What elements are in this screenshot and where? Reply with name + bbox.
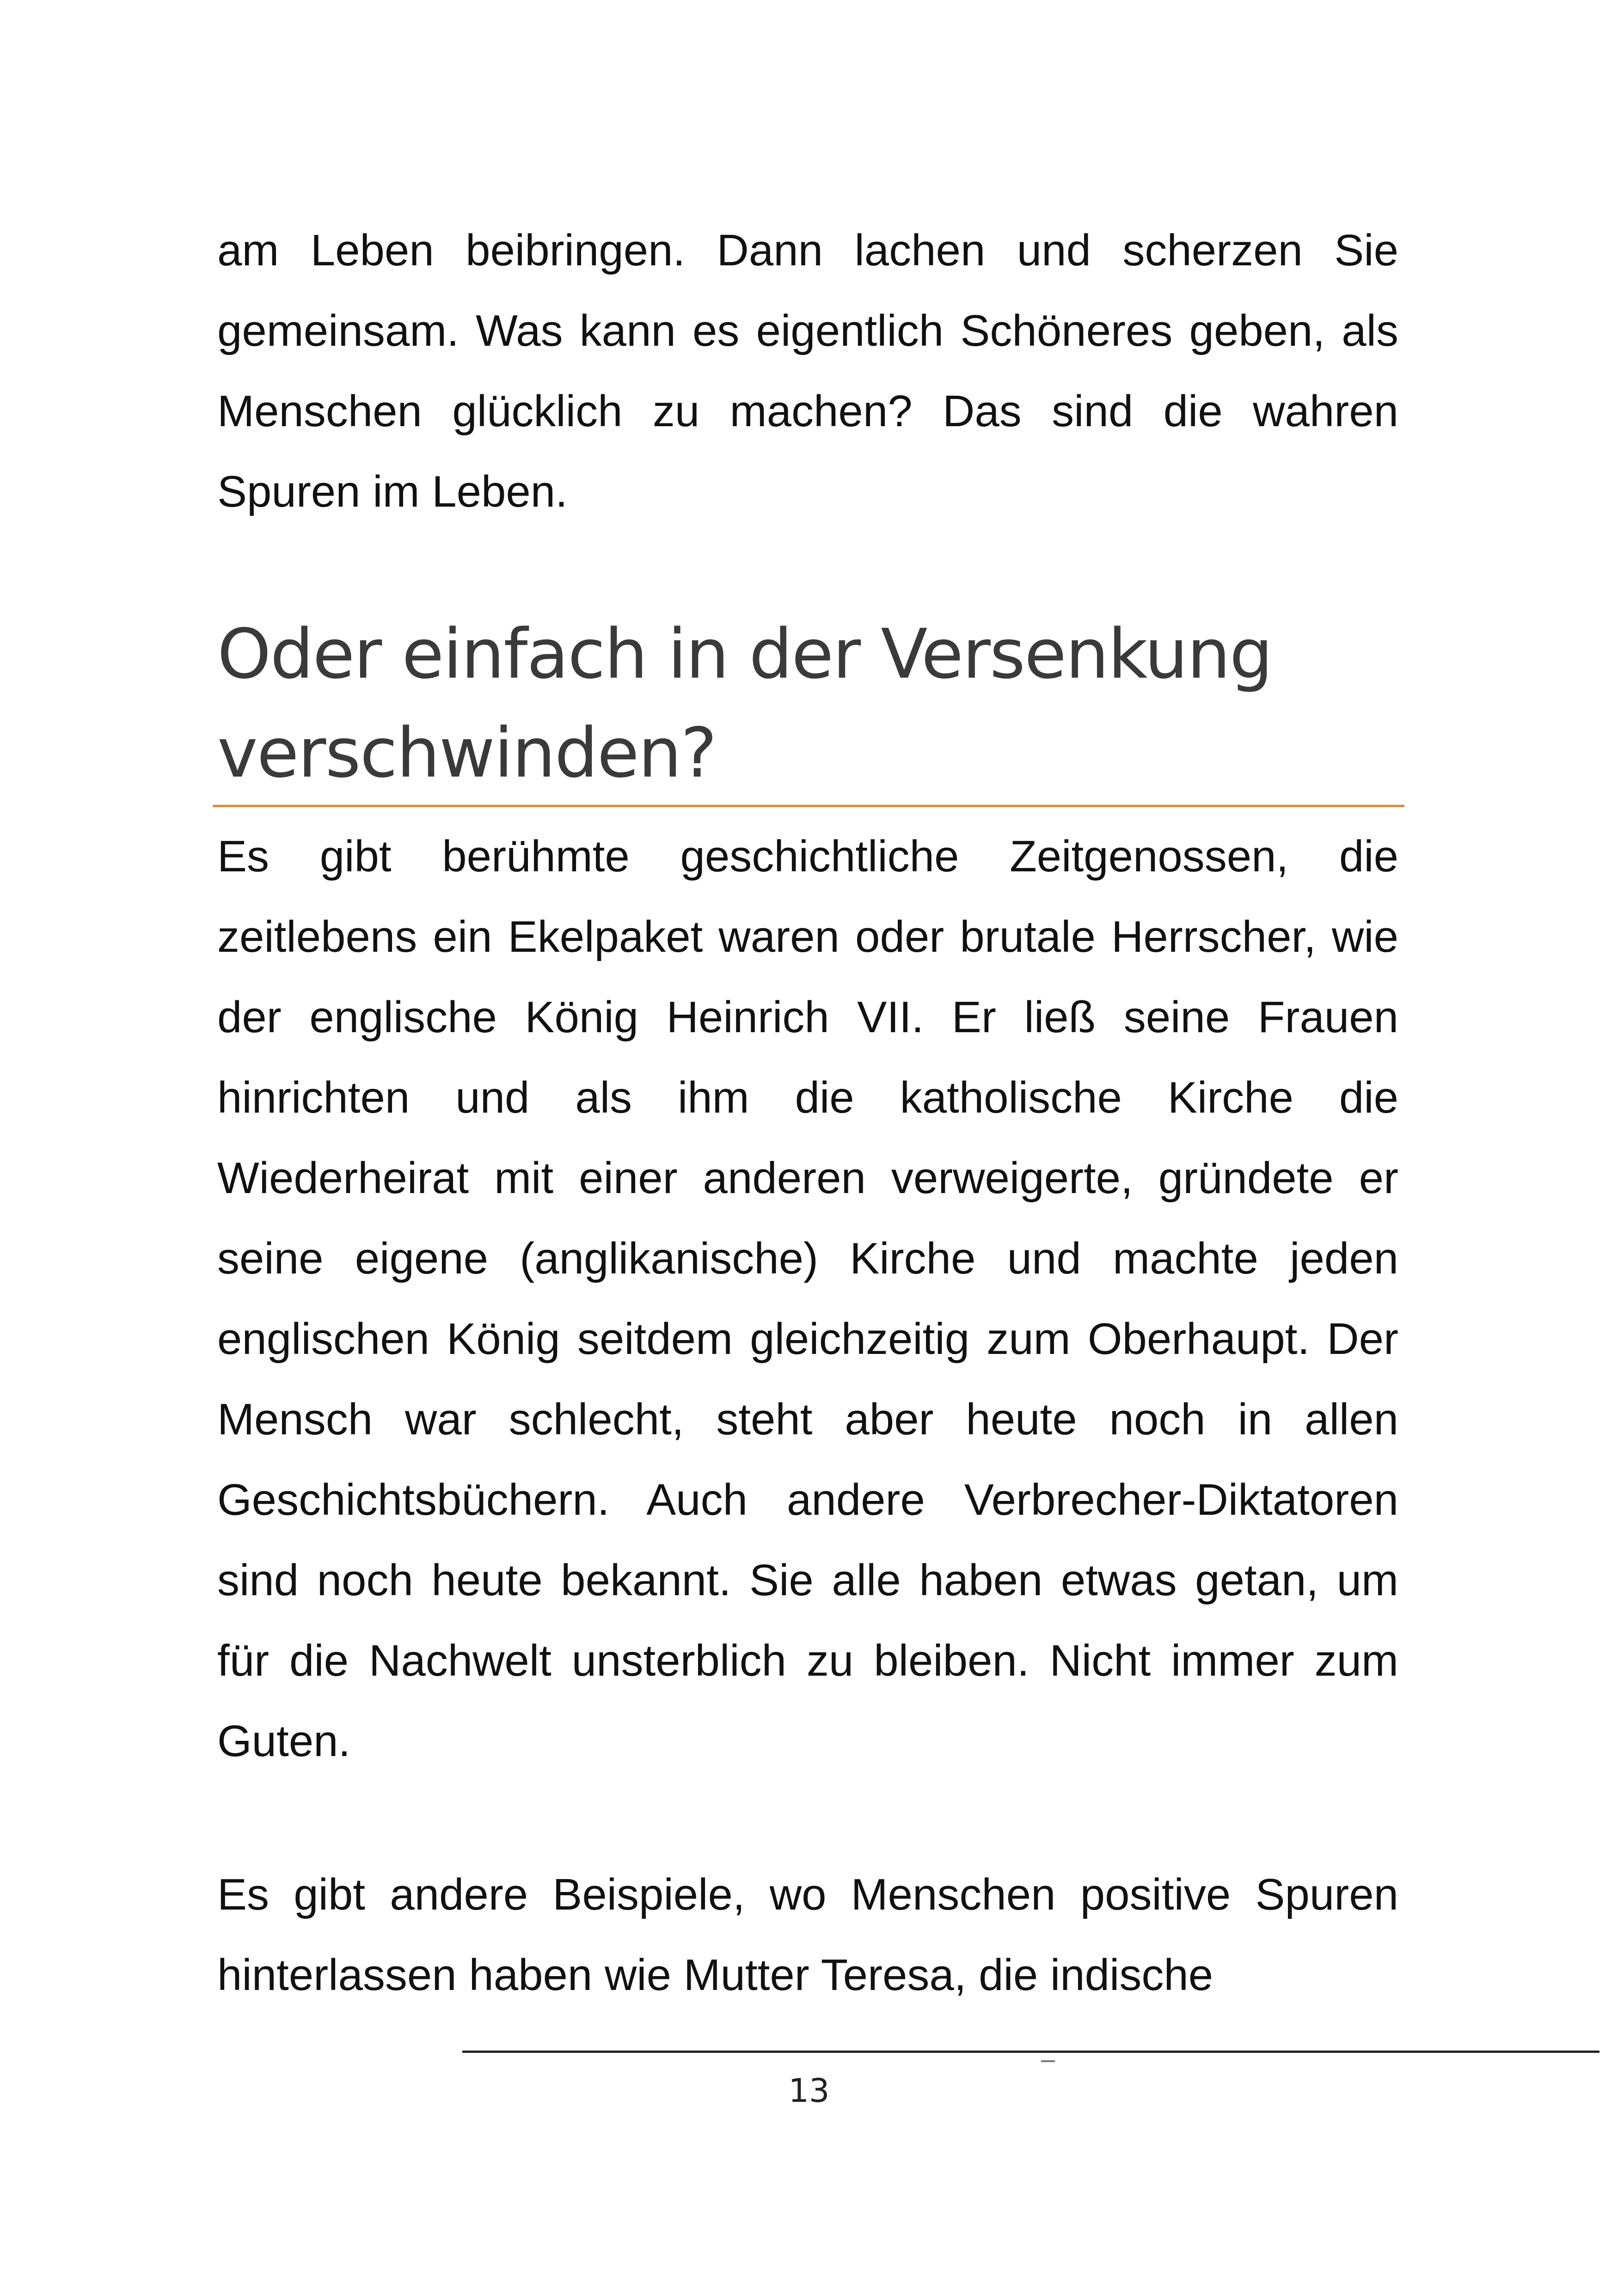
body-paragraph-truncated: Es gibt andere Beispiele, wo Menschen positive Spuren hinterlassen haben wie Mutter Teresa, die indische bbox=[217, 1870, 1398, 2000]
heading-underline-divider bbox=[213, 805, 1404, 807]
footer-divider bbox=[462, 2051, 1600, 2053]
body-paragraph: Es gibt berühmte geschichtliche Zeitgenossen, die zeitlebens ein Ekelpaket waren oder brutale Herrscher, wie der englische König Heinrich VII. Er ließ seine Frauen hinrichten und als ihm die katholische Kirche die Wiederheirat mit einer anderen verweigerte, gründete er seine eigene (anglikanische) Kirche und machte jeden englischen König seitdem gleichzeitig zum Oberhaupt. Der Mensch war schlecht, steht aber heute noch in allen Geschichtsbüchern. Auch andere Verbrecher-Diktatoren sind noch heute bekannt. Sie alle haben etwas getan, um für die Nachwelt unsterblich zu bleiben. Nicht immer zum Guten. bbox=[217, 832, 1398, 1766]
footer-tick-mark bbox=[1041, 2060, 1055, 2062]
body-paragraph-continued: am Leben beibringen. Dann lachen und scherzen Sie gemeinsam. Was kann es eigentlich Schöneres geben, als Menschen glücklich zu machen? Das sind die wahren Spuren im Leben. bbox=[217, 226, 1398, 516]
section-heading: Oder einfach in der Versenkung verschwinden? bbox=[217, 614, 1272, 793]
page-number: 13 bbox=[788, 2072, 830, 2110]
